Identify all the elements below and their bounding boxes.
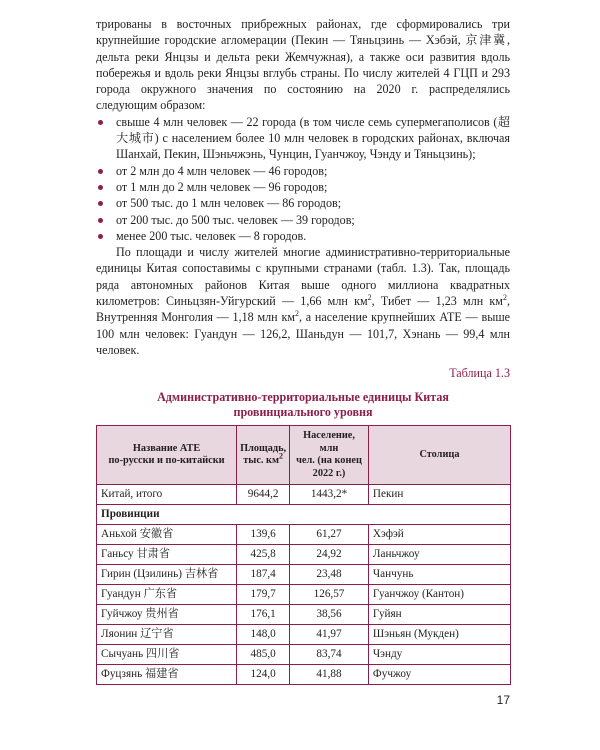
cell-name: Ганьсу 甘肃省 [97, 545, 237, 565]
page-number: 17 [496, 693, 510, 707]
table-row [97, 545, 511, 565]
list-item: от 2 млн до 4 млн человек — 46 городов; [96, 163, 510, 179]
cell-area: 425,8 [237, 545, 290, 565]
list-item: от 200 тыс. до 500 тыс. человек — 39 городов; [96, 212, 510, 228]
table-row [97, 585, 511, 605]
cell-name: Аньхой 安徽省 [97, 525, 237, 545]
cell-name: Фуцзянь 福建省 [97, 665, 237, 685]
list-item: от 1 млн до 2 млн человек — 96 городов; [96, 179, 510, 195]
table-row [97, 565, 511, 585]
body-text [96, 16, 510, 358]
ate-table [96, 425, 511, 685]
city-size-list [96, 114, 510, 244]
cell-name: Гуйчжоу 贵州省 [97, 605, 237, 625]
cell-population: 38,56 [290, 605, 369, 625]
cell-population: 1443,2* [290, 485, 369, 505]
cell-capital: Хэфэй [368, 525, 510, 545]
list-item: свыше 4 млн человек — 22 города (в том числе семь супермегаполисов (超大城市) с населением более 10 млн человек в городских районах, включая Шанхай, Пекин, Шэньчжэнь, Чунцин, Гуанчжоу, Чэнду и Тяньцзинь); [96, 114, 510, 163]
cell-name: Китай, итого [97, 485, 237, 505]
cell-capital: Гуйян [368, 605, 510, 625]
table-title: Административно-территориальные единицы Китая провинциального уровня [157, 390, 449, 419]
cell-area: 187,4 [237, 565, 290, 585]
cell-population: 126,57 [290, 585, 369, 605]
header-area: Площадь, тыс. $км^2$ [237, 426, 290, 485]
table-row [97, 525, 511, 545]
list-item: от 500 тыс. до 1 млн человек — 86 городов; [96, 195, 510, 211]
cell-area: 179,7 [237, 585, 290, 605]
cell-capital: Гуанчжоу (Кантон) [368, 585, 510, 605]
cell-capital: Ланьчжоу [368, 545, 510, 565]
table-row [97, 605, 511, 625]
cell-area: 9644,2 [237, 485, 290, 505]
cell-population: 41,97 [290, 625, 369, 645]
paragraph-2: По площади и числу жителей многие административно-территориальные единицы Китая сопоставимы с крупными странами (табл. 1.3). Так, площадь ряда автономных районов Китая выше одного миллиона квадратных километров: Синьцзян-Уйгурский — 1,66 млн $км^2$, Тибет — 1,23 млн $км^2$, Внутренняя Монголия — 1,18 млн $км^2$, а население крупнейших АТЕ — выше 100 млн человек: Гуандун — 126,2, Шаньдун — 101,7, Хэнань — 99,4 млн человек. [96, 245, 510, 357]
header-capital: Столица [368, 426, 510, 485]
list-item: менее 200 тыс. человек — 8 городов. [96, 228, 510, 244]
cell-name: Гуандун 广东省 [97, 585, 237, 605]
cell-population: 41,88 [290, 665, 369, 685]
cell-population: 61,27 [290, 525, 369, 545]
cell-area: 148,0 [237, 625, 290, 645]
cell-capital: Чанчунь [368, 565, 510, 585]
table-row [97, 665, 511, 685]
cell-area: 485,0 [237, 645, 290, 665]
cell-capital: Фучжоу [368, 665, 510, 685]
cell-area: 139,6 [237, 525, 290, 545]
header-population: Население, млн чел. (на конец 2022 г.) [290, 426, 369, 485]
table-row [97, 645, 511, 665]
table-section-row [97, 505, 511, 525]
cell-name: Ляонин 辽宁省 [97, 625, 237, 645]
table-row-total [97, 485, 511, 505]
table-row [97, 625, 511, 645]
table-label: Таблица 1.3 [449, 366, 510, 380]
cell-capital: Пекин [368, 485, 510, 505]
cell-capital: Чэнду [368, 645, 510, 665]
cell-population: 24,92 [290, 545, 369, 565]
cell-population: 23,48 [290, 565, 369, 585]
paragraph-1: трированы в восточных прибрежных районах, где сформировались три крупнейшие городские агломерации (Пекин — Тяньцзинь — Хэбэй, 京津冀, дельта реки Янцзы и дельта реки Жемчужная), а также оси развития вдоль побережья и вдоль реки Янцзы вглубь страны. По числу жителей 4 ГЦП и 293 города окружного значения по состоянию на 2020 г. распределялись следующим образом: [96, 17, 510, 113]
table-header-row [97, 426, 511, 485]
cell-area: 124,0 [237, 665, 290, 685]
cell-capital: Шэньян (Мукден) [368, 625, 510, 645]
cell-population: 83,74 [290, 645, 369, 665]
header-name: Название АТЕ по-русски и по-китайски [97, 426, 237, 485]
section-title: Провинции [97, 505, 511, 525]
cell-name: Гирин (Цзилинь) 吉林省 [97, 565, 237, 585]
cell-area: 176,1 [237, 605, 290, 625]
cell-name: Сычуань 四川省 [97, 645, 237, 665]
